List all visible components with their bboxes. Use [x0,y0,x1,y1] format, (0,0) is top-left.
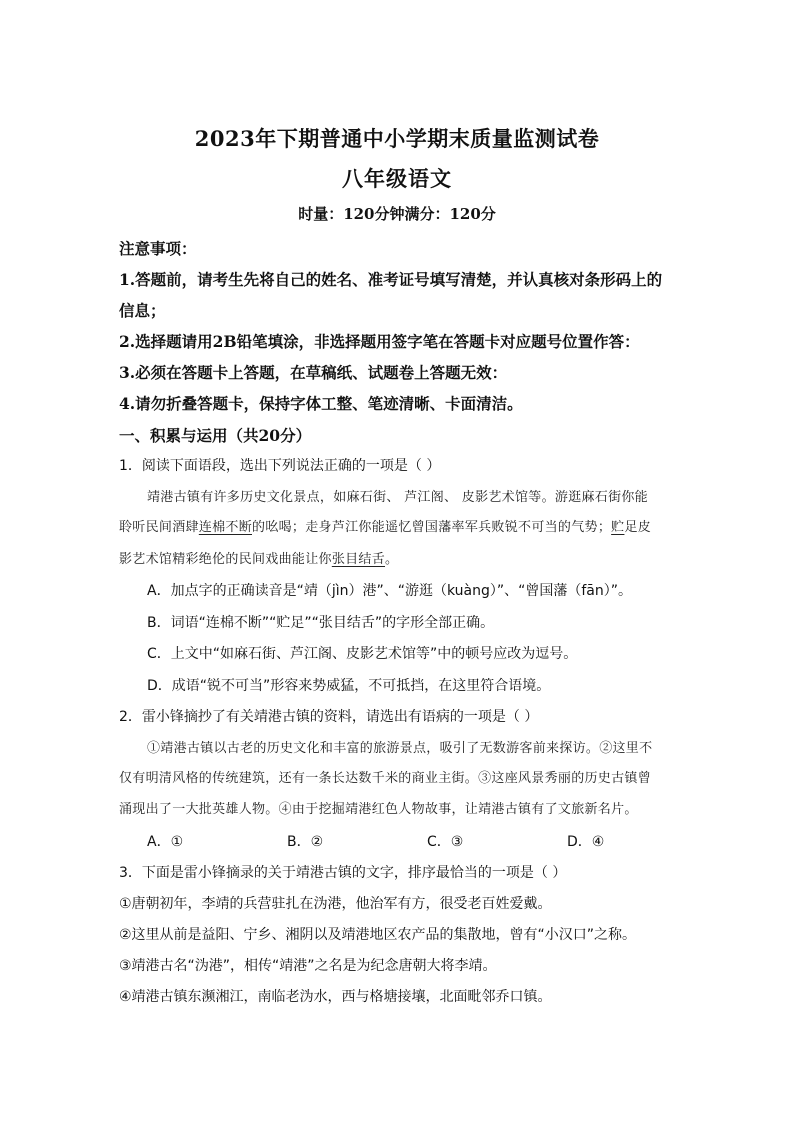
question-1-option-d: D．成语“锐不可当”形容来势威猛，不可抵挡，在这里符合语境。 [147,678,551,694]
passage-text: 聆听民间酒肆 [119,520,199,535]
underlined-word: 张目结舌 [331,552,386,567]
question-3-sentence-1: ①唐朝初年，李靖的兵营驻扎在沩港，他治军有方，很受老百姓爱戴。 [119,896,552,912]
exam-time-info: 时量：120分钟满分：120分 [298,205,496,223]
question-1-option-a: A．加点字的正确读音是“靖（jìn）港”、“游逛（kuàng）”、“曾国藩（fān）”。 [147,583,633,599]
passage-text: 。 [385,552,399,567]
question-2-option-d: D．④ [567,834,605,850]
note-item-4: 4.请勿折叠答题卡，保持字体工整、笔迹清晰、卡面清洁。 [119,394,523,413]
question-1-option-b: B．词语“连棉不断”“贮足”“张目结舌”的字形全部正确。 [147,615,495,631]
question-1-stem: 1．阅读下面语段，选出下列说法正确的一项是（ ） [119,458,441,474]
question-2-passage-line-2: 仅有明清风格的传统建筑，还有一条长达数千米的商业主街。③这座风景秀丽的历史古镇曾 [119,771,652,786]
question-1-passage-line-2 [119,521,651,534]
question-2-option-b: B．② [287,834,324,850]
question-1-passage-line-3 [119,553,398,566]
question-3-sentence-2: ②这里从前是益阳、宁乡、湘阴以及靖港地区农产品的集散地，曾有“小汉口”之称。 [119,927,637,943]
passage-text: 的吆喝；走身芦江你能遥忆曾国藩率军兵败锐不可当的气势； [252,520,612,535]
question-3-sentence-3: ③靖港古名“沩港”，相传“靖港”之名是为纪念唐朝大将李靖。 [119,958,497,974]
question-2-passage-line-3: 涌现出了一大批英雄人物。④由于挖掘靖港红色人物故事，让靖港古镇有了文旅新名片。 [119,802,638,817]
question-2-options [147,835,707,849]
question-1-option-c: C．上文中“如麻石街、芦江阁、皮影艺术馆等”中的顿号应改为逗号。 [147,646,578,662]
note-item-2: 2.选择题请用2B铅笔填涂，非选择题用签字笔在答题卡对应题号位置作答： [119,332,640,351]
question-3-stem: 3．下面是雷小锋摘录的关于靖港古镇的文字，排序最恰当的一项是（ ） [119,865,567,881]
underlined-word: 贮 [611,520,625,535]
exam-title: 2023年下期普通中小学期末质量监测试卷 [194,126,600,151]
underlined-word: 连棉不断 [198,520,253,535]
note-item-1a: 1.答题前，请考生先将自己的姓名、准考证号填写清楚，并认真核对条形码上的 [119,270,663,289]
note-item-3: 3.必须在答题卡上答题，在草稿纸、试题卷上答题无效： [119,363,508,382]
question-2-option-a: A．① [147,834,184,850]
passage-text: 影艺术馆精彩绝伦的民间戏曲能让你 [119,552,332,567]
question-2-passage-line-1: ①靖港古镇以古老的历史文化和丰富的旅游景点，吸引了无数游客前来探访。②这里不 [147,741,653,756]
section-1-heading: 一、积累与运用（共20分） [119,426,312,445]
question-2-option-c: C．③ [427,834,464,850]
exam-subject: 八年级语文 [342,166,452,191]
notes-heading: 注意事项： [119,239,197,258]
question-2-stem: 2．雷小锋摘抄了有关靖港古镇的资料，请选出有语病的一项是（ ） [119,709,539,725]
question-1-passage-line-1: 靖港古镇有许多历史文化景点，如麻石街、 芦江阁、 皮影艺术馆等。游逛麻石街你能 [147,490,648,505]
passage-text: 足皮 [624,520,652,535]
note-item-1b: 信息； [119,301,166,320]
question-3-sentence-4: ④靖港古镇东濒湘江，南临老沩水，西与格塘接壤，北面毗邻乔口镇。 [119,989,552,1005]
